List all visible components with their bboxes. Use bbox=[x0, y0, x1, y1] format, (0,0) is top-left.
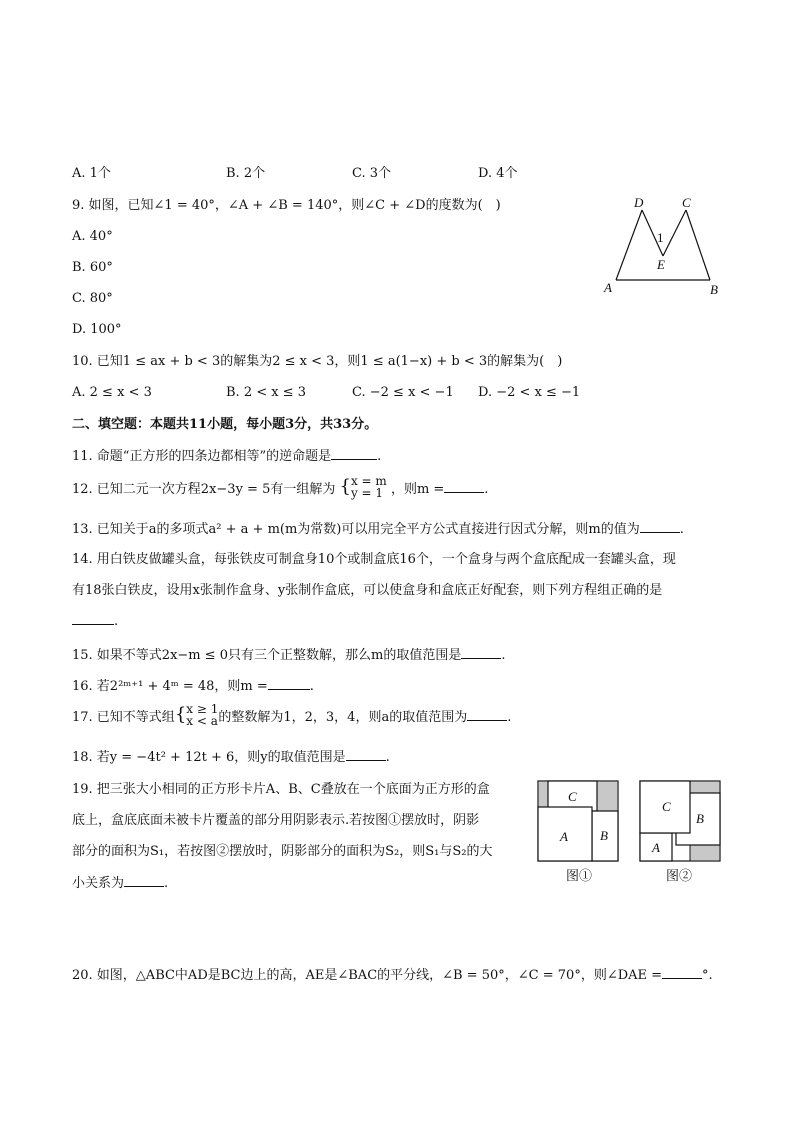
q13 bbox=[72, 520, 684, 539]
q12-sys-eq1: x = m bbox=[350, 473, 387, 488]
q17-system bbox=[186, 703, 218, 727]
q20-text: 20. 如图，△ABC中AD是BC边上的高，AE是∠BAC的平分线，∠B = 50°，∠C = 70°，则∠DAE = bbox=[72, 968, 663, 983]
q10-option-c: C. −2 ≤ x < −1 bbox=[352, 385, 454, 400]
q14-line-1: 14. 用白铁皮做罐头盒，每张铁皮可制盒身10个或制盒底16个，一个盒身与两个盒底配成一套罐头盒，现 bbox=[72, 552, 676, 567]
q19-line-1: 19. 把三张大小相同的正方形卡片A、B、C叠放在一个底面为正方形的盒 bbox=[72, 782, 490, 797]
q19-fig1-label-a: A bbox=[560, 829, 568, 844]
q17-text: 17. 已知不等式组 bbox=[72, 710, 175, 725]
q9-option-c: C. 80° bbox=[72, 291, 113, 306]
q17-sys-ineq1: x ≥ 1 bbox=[186, 701, 219, 716]
q16 bbox=[72, 677, 314, 696]
q17-text-2: 的整数解为1，2，3，4，则a的取值范围为 bbox=[218, 710, 468, 725]
q18-answer-blank[interactable] bbox=[346, 748, 386, 761]
q19-line-4 bbox=[72, 874, 168, 893]
q19-fig2-label-a: A bbox=[652, 840, 660, 855]
q19-answer-blank[interactable] bbox=[124, 874, 164, 887]
q18-text: 18. 若y = −4t² + 12t + 6，则y的取值范围是 bbox=[72, 750, 346, 765]
q14-line-3 bbox=[72, 612, 118, 631]
q18 bbox=[72, 748, 390, 767]
q19-fig2-label-b: B bbox=[696, 811, 704, 826]
q19-fig1-caption: 图① bbox=[566, 868, 593, 883]
q19-fig2-label-c: C bbox=[662, 799, 671, 814]
q19-line-2: 底上，盒底底面未被卡片覆盖的部分用阴影表示.若按图①摆放时，阴影 bbox=[72, 813, 480, 828]
q12 bbox=[72, 473, 489, 510]
q14-end: . bbox=[114, 614, 119, 629]
q12-end: . bbox=[484, 482, 489, 497]
q9-label-e: E bbox=[657, 257, 665, 272]
q11-answer-blank[interactable] bbox=[331, 447, 377, 460]
q17-brace: { bbox=[174, 703, 187, 725]
section-2-heading: 二、填空题：本题共11小题，每小题3分，共33分。 bbox=[72, 417, 378, 432]
q17 bbox=[72, 701, 512, 738]
q12-system bbox=[351, 475, 387, 499]
q19-line-3: 部分的面积为S₁，若按图②摆放时，阴影部分的面积为S₂，则S₁与S₂的大 bbox=[72, 844, 493, 859]
q10-stem: 10. 已知1 ≤ ax + b < 3的解集为2 ≤ x < 3，则1 ≤ a(1−x) + b < 3的解集为( ) bbox=[72, 354, 563, 369]
q10-option-d: D. −2 < x ≤ −1 bbox=[478, 385, 581, 400]
q16-end: . bbox=[309, 679, 314, 694]
q9-figure bbox=[598, 192, 728, 302]
q19-fig1-label-b: B bbox=[600, 828, 608, 843]
q9-label-c: C bbox=[682, 195, 691, 210]
q11-text: 11. 命题“正方形的四条边都相等”的逆命题是 bbox=[72, 449, 332, 464]
q9-label-d: D bbox=[634, 195, 644, 210]
q9-option-a: A. 40° bbox=[72, 229, 113, 244]
q12-sys-eq2: y = 1 bbox=[350, 485, 384, 500]
q19-figure-2 bbox=[638, 779, 724, 884]
q20-end: °. bbox=[702, 968, 713, 983]
q13-text: 13. 已知关于a的多项式a² + a + m(m为常数)可以用完全平方公式直接进行因式分解，则m的值为 bbox=[72, 522, 640, 537]
q18-end: . bbox=[385, 750, 390, 765]
q9-stem: 9. 如图，已知∠1 = 40°，∠A + ∠B = 140°，则∠C + ∠D的度数为( ) bbox=[72, 198, 501, 213]
q9-label-b: B bbox=[710, 282, 718, 297]
q11-end: . bbox=[377, 449, 382, 464]
q12-answer-blank[interactable] bbox=[444, 480, 484, 493]
q8-option-b: B. 2个 bbox=[226, 166, 266, 181]
q17-end: . bbox=[507, 710, 512, 725]
q8-option-a: A. 1个 bbox=[72, 166, 111, 181]
q19-fig1-label-c: C bbox=[568, 789, 577, 804]
q15-end: . bbox=[501, 648, 506, 663]
q12-brace: { bbox=[339, 475, 351, 497]
q16-text: 16. 若2²ᵐ⁺¹ + 4ᵐ = 48，则m = bbox=[72, 679, 268, 694]
q14-line-2: 有18张白铁皮，设用x张制作盒身、y张制作盒底，可以使盒身和盒底正好配套，则下列方程组正确的是 bbox=[72, 583, 663, 598]
q19-fig2-caption: 图② bbox=[666, 868, 693, 883]
q10-option-a: A. 2 ≤ x < 3 bbox=[72, 385, 152, 400]
q13-answer-blank[interactable] bbox=[640, 520, 680, 533]
q12-text: 12. 已知二元一次方程2x−3y = 5有一组解为 bbox=[72, 482, 336, 497]
q20-answer-blank[interactable] bbox=[662, 966, 702, 979]
q8-option-c: C. 3个 bbox=[352, 166, 392, 181]
q10-option-b: B. 2 < x ≤ 3 bbox=[226, 385, 307, 400]
q16-answer-blank[interactable] bbox=[268, 677, 310, 690]
q15 bbox=[72, 646, 506, 665]
q12-text-2: ，则m = bbox=[390, 482, 445, 497]
q19-figure-1 bbox=[536, 779, 622, 884]
q9-option-d: D. 100° bbox=[72, 322, 122, 337]
q9-label-angle1: 1 bbox=[657, 230, 664, 245]
q19-text-4: 小关系为 bbox=[72, 876, 125, 891]
q15-answer-blank[interactable] bbox=[461, 646, 501, 659]
q17-sys-ineq2: x < a bbox=[186, 713, 218, 728]
q17-answer-blank[interactable] bbox=[467, 708, 507, 721]
q9-label-a: A bbox=[604, 280, 612, 295]
q19-end: . bbox=[164, 876, 169, 891]
q20 bbox=[72, 966, 713, 985]
q13-end: . bbox=[679, 522, 684, 537]
q15-text: 15. 如果不等式2x−m ≤ 0只有三个正整数解，那么m的取值范围是 bbox=[72, 648, 462, 663]
q9-option-b: B. 60° bbox=[72, 260, 113, 275]
q14-answer-blank[interactable] bbox=[72, 612, 114, 625]
q11 bbox=[72, 447, 381, 466]
q8-option-d: D. 4个 bbox=[478, 166, 518, 181]
